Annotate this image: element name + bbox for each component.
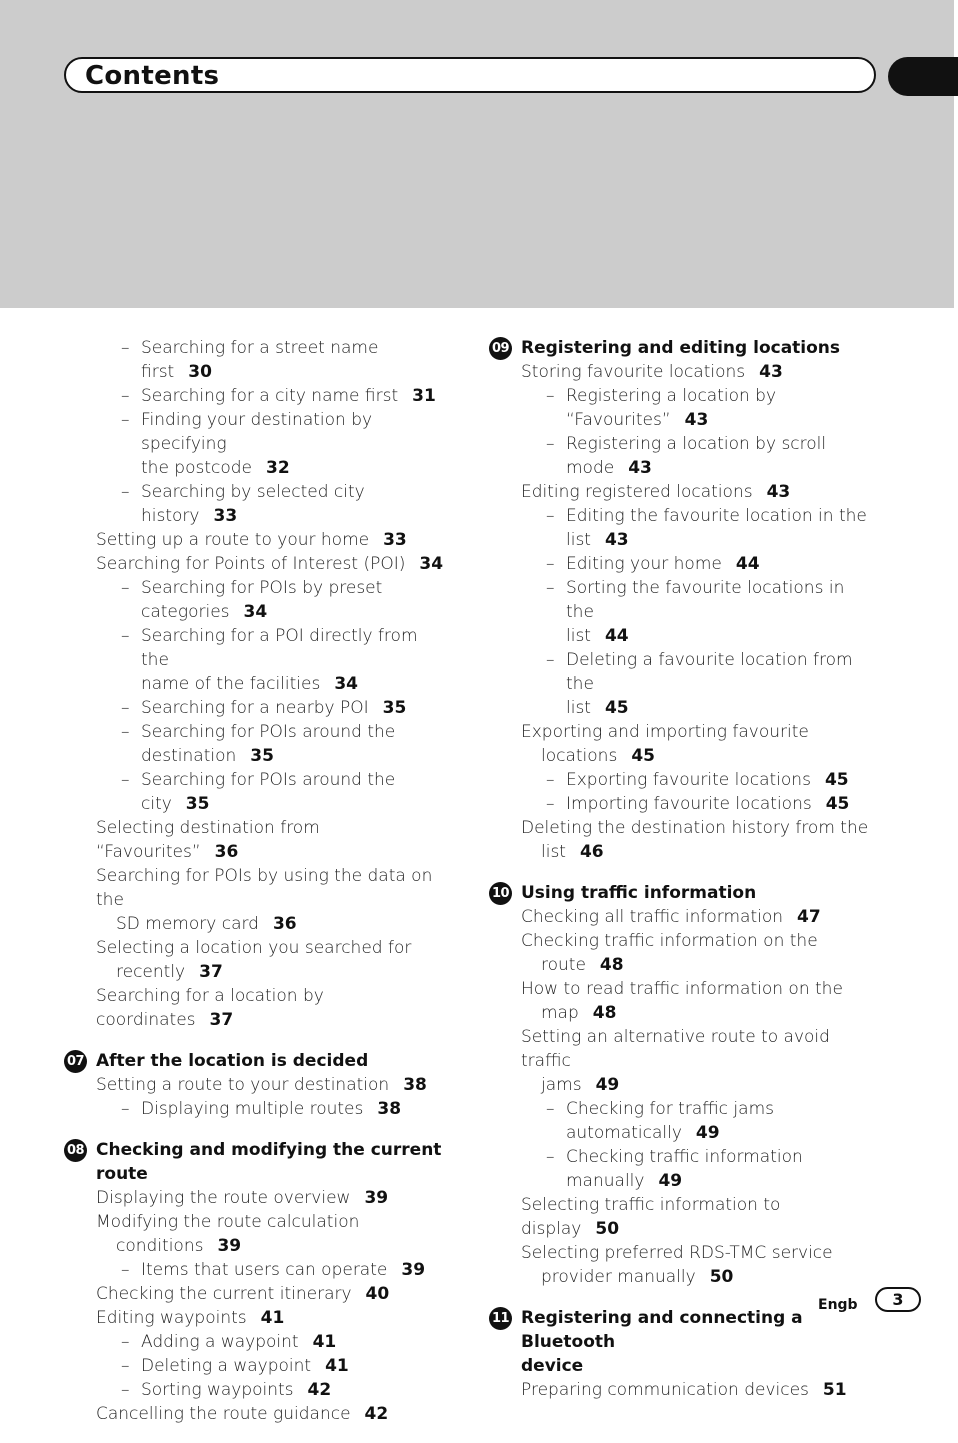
section-title-line: Registering and editing locations <box>521 338 841 358</box>
toc-entry <box>64 1258 444 1282</box>
bullet-dash: – <box>121 578 130 598</box>
entry-continuation-text: conditions <box>116 1236 204 1256</box>
entry-page-number: 34 <box>334 674 359 694</box>
entry-continuation-text: the postcode <box>141 458 253 478</box>
entry-text: Searching for POIs around the <box>141 722 396 742</box>
entry-continuation <box>566 696 869 720</box>
entry-text: Registering a location by <box>566 386 777 406</box>
entry-text: Items that users can operate <box>141 1260 388 1280</box>
section-title-line: device <box>521 1356 584 1376</box>
entry-continuation-text: automatically <box>566 1123 682 1143</box>
toc-entry <box>489 432 869 480</box>
entry-text: Checking the current itinerary <box>96 1284 352 1304</box>
entry-continuation-text: map <box>541 1003 579 1023</box>
toc-entry <box>64 1378 444 1402</box>
entry-continuation <box>96 912 444 936</box>
chapter-badge: 11 <box>489 1307 512 1330</box>
entry-page-number: 50 <box>709 1267 734 1287</box>
toc-left-column <box>64 336 444 1443</box>
entry-continuation <box>566 1169 869 1193</box>
bullet-dash: – <box>121 482 130 502</box>
entry-page-number: 33 <box>383 530 407 550</box>
toc-entry <box>489 720 869 768</box>
entry-continuation-text: list <box>566 530 591 550</box>
toc-entry <box>64 336 444 384</box>
toc-right-column <box>489 336 869 1419</box>
entry-text: Exporting favourite locations <box>566 770 811 790</box>
entry-page-number: 41 <box>325 1356 349 1376</box>
bullet-dash: – <box>121 1260 130 1280</box>
bullet-dash: – <box>546 770 555 790</box>
section-title-line: After the location is decided <box>96 1051 369 1071</box>
entry-continuation-text: categories <box>141 602 230 622</box>
entry-text: Setting a route to your destination <box>96 1075 390 1095</box>
entry-text: Searching for Points of Interest (POI) <box>96 554 406 574</box>
bullet-dash: – <box>121 1332 130 1352</box>
toc-section <box>64 1049 444 1121</box>
section-title-line: Registering and connecting a Bluetooth <box>521 1308 803 1352</box>
entry-continuation-text: name of the facilities <box>141 674 321 694</box>
entry-page-number: 46 <box>579 842 604 862</box>
toc-entry <box>64 1282 444 1306</box>
toc-section <box>489 336 869 864</box>
entry-text: Checking traffic information <box>566 1147 803 1167</box>
entry-page-number: 43 <box>628 458 652 478</box>
toc-entry <box>64 1210 444 1258</box>
chapter-badge: 09 <box>489 337 512 360</box>
entry-page-number: 38 <box>403 1075 427 1095</box>
toc-entry <box>489 1145 869 1193</box>
toc-entry <box>64 1186 444 1210</box>
entry-text: Importing favourite locations <box>566 794 812 814</box>
toc-entry <box>489 929 869 977</box>
entry-page-number: 51 <box>822 1380 847 1400</box>
bullet-dash: – <box>121 410 130 430</box>
toc-entry <box>64 696 444 720</box>
section-tab-marker <box>888 57 958 96</box>
toc-entry <box>64 408 444 480</box>
entry-page-number: 39 <box>401 1260 426 1280</box>
entry-page-number: 35 <box>185 794 210 814</box>
entry-text: Searching by selected city history <box>141 482 365 526</box>
language-code: Engb <box>818 1297 858 1313</box>
entry-text: Setting up a route to your home <box>96 530 370 550</box>
entry-text: Displaying the route overview <box>96 1188 351 1208</box>
toc-entry <box>489 1097 869 1145</box>
entry-text: Selecting traffic information to display <box>521 1195 781 1239</box>
section-title-line: route <box>96 1164 148 1184</box>
entry-text: Deleting the destination history from the <box>521 818 869 838</box>
entry-page-number: 30 <box>188 362 212 382</box>
toc-entry <box>64 816 444 864</box>
entry-page-number: 45 <box>631 746 655 766</box>
entry-text: Selecting destination from “Favourites” <box>96 818 320 862</box>
entry-continuation <box>521 1001 869 1025</box>
title-frame <box>64 57 876 93</box>
entry-continuation <box>96 1234 444 1258</box>
entry-text: Adding a waypoint <box>141 1332 299 1352</box>
page-title: Contents <box>85 61 220 91</box>
entry-page-number: 34 <box>243 602 268 622</box>
entry-continuation <box>141 456 444 480</box>
bullet-dash: – <box>121 338 130 358</box>
toc-entry <box>489 504 869 552</box>
entry-continuation-text: list <box>566 698 591 718</box>
toc-entry <box>489 384 869 432</box>
entry-text: Exporting and importing favourite <box>521 722 809 742</box>
entry-page-number: 44 <box>735 554 760 574</box>
toc-entry <box>64 936 444 984</box>
entry-page-number: 35 <box>382 698 407 718</box>
bullet-dash: – <box>546 794 555 814</box>
toc-entry <box>64 768 444 816</box>
entry-text: Editing registered locations <box>521 482 753 502</box>
bullet-dash: – <box>121 770 130 790</box>
entry-page-number: 48 <box>599 955 624 975</box>
entry-text: Searching for a POI directly from the <box>141 626 418 670</box>
entry-page-number: 43 <box>766 482 791 502</box>
toc-entry <box>64 720 444 768</box>
entry-text: Sorting waypoints <box>141 1380 294 1400</box>
toc-entry <box>489 768 869 792</box>
section-heading <box>489 881 869 905</box>
entry-text: Editing your home <box>566 554 722 574</box>
toc-entry <box>64 1306 444 1330</box>
entry-page-number: 45 <box>825 794 850 814</box>
bullet-dash: – <box>121 1099 130 1119</box>
entry-text: Searching for POIs by preset <box>141 578 383 598</box>
toc-entry <box>489 552 869 576</box>
bullet-dash: – <box>546 434 555 454</box>
toc-entry <box>489 905 869 929</box>
entry-text: Selecting preferred RDS-TMC service <box>521 1243 833 1263</box>
bullet-dash: – <box>121 722 130 742</box>
entry-continuation <box>566 1121 869 1145</box>
entry-page-number: 39 <box>217 1236 242 1256</box>
entry-text: How to read traffic information on the <box>521 979 843 999</box>
entry-text: Modifying the route calculation <box>96 1212 360 1232</box>
entry-text: Searching for POIs around the city <box>141 770 396 814</box>
bullet-dash: – <box>546 1147 555 1167</box>
entry-page-number: 50 <box>595 1219 620 1239</box>
toc-entry <box>64 984 444 1032</box>
toc-entry <box>489 576 869 648</box>
entry-text: Editing the favourite location in the <box>566 506 867 526</box>
entry-page-number: 31 <box>412 386 436 406</box>
entry-page-number: 32 <box>266 458 290 478</box>
entry-text: Selecting a location you searched for <box>96 938 412 958</box>
chapter-badge: 07 <box>64 1050 87 1073</box>
entry-page-number: 38 <box>377 1099 402 1119</box>
toc-entry <box>64 624 444 696</box>
bullet-dash: – <box>546 506 555 526</box>
entry-page-number: 45 <box>604 698 629 718</box>
entry-text: Finding your destination by specifying <box>141 410 373 454</box>
toc-section <box>64 336 444 1032</box>
entry-page-number: 37 <box>199 962 223 982</box>
entry-continuation-text: destination <box>141 746 237 766</box>
entry-page-number: 36 <box>272 914 297 934</box>
toc-entry <box>64 480 444 528</box>
section-heading <box>489 336 869 360</box>
toc-entry <box>489 792 869 816</box>
toc-entry <box>64 576 444 624</box>
entry-continuation <box>141 672 444 696</box>
entry-page-number: 33 <box>213 506 238 526</box>
entry-page-number: 40 <box>365 1284 390 1304</box>
entry-page-number: 39 <box>364 1188 389 1208</box>
toc-entry <box>64 864 444 936</box>
entry-continuation-text: manually <box>566 1171 645 1191</box>
entry-page-number: 45 <box>824 770 849 790</box>
entry-continuation-text: route <box>541 955 586 975</box>
toc-entry <box>64 1073 444 1097</box>
bullet-dash: – <box>546 554 555 574</box>
entry-page-number: 43 <box>604 530 629 550</box>
entry-continuation-text: provider manually <box>541 1267 696 1287</box>
entry-continuation <box>566 528 869 552</box>
entry-text: Displaying multiple routes <box>141 1099 364 1119</box>
entry-continuation <box>521 953 869 977</box>
entry-page-number: 48 <box>592 1003 617 1023</box>
entry-page-number: 43 <box>759 362 783 382</box>
entry-continuation <box>96 960 444 984</box>
toc-entry <box>64 1354 444 1378</box>
entry-text: Checking traffic information on the <box>521 931 818 951</box>
entry-continuation <box>521 840 869 864</box>
entry-text: Searching for a city name first <box>141 386 399 406</box>
section-heading <box>64 1138 444 1186</box>
entry-text: Registering a location by scroll <box>566 434 827 454</box>
entry-continuation <box>521 1073 869 1097</box>
entry-continuation <box>141 600 444 624</box>
section-heading <box>64 1049 444 1073</box>
entry-text: Sorting the favourite locations in the <box>566 578 845 622</box>
toc-section <box>489 881 869 1289</box>
bullet-dash: – <box>121 698 130 718</box>
entry-text: Setting an alternative route to avoid traffic <box>521 1027 830 1071</box>
header-banner <box>0 0 954 308</box>
bullet-dash: – <box>121 626 130 646</box>
entry-page-number: 35 <box>250 746 274 766</box>
entry-continuation-text: list <box>566 626 591 646</box>
section-title-line: Checking and modifying the current <box>96 1140 442 1160</box>
entry-text: Storing favourite locations <box>521 362 746 382</box>
toc-entry <box>489 480 869 504</box>
entry-page-number: 49 <box>658 1171 683 1191</box>
chapter-badge: 10 <box>489 882 512 905</box>
entry-continuation <box>141 744 444 768</box>
toc-entry <box>489 360 869 384</box>
bullet-dash: – <box>546 650 555 670</box>
bullet-dash: – <box>546 578 555 598</box>
page-number: 3 <box>875 1287 921 1312</box>
entry-page-number: 43 <box>684 410 709 430</box>
entry-continuation <box>521 744 869 768</box>
entry-continuation-text: recently <box>116 962 186 982</box>
entry-continuation <box>566 624 869 648</box>
entry-page-number: 41 <box>312 1332 337 1352</box>
entry-page-number: 42 <box>364 1404 389 1424</box>
entry-continuation-text: SD memory card <box>116 914 259 934</box>
entry-text: Searching for a location by coordinates <box>96 986 324 1030</box>
entry-page-number: 49 <box>695 1123 720 1143</box>
toc-entry <box>489 1193 869 1241</box>
entry-text: Editing waypoints <box>96 1308 247 1328</box>
toc-entry <box>64 1097 444 1121</box>
toc-entry <box>489 816 869 864</box>
toc-entry <box>489 1241 869 1289</box>
entry-continuation-text: jams <box>541 1075 582 1095</box>
entry-text: Deleting a waypoint <box>141 1356 312 1376</box>
entry-text: Deleting a favourite location from the <box>566 650 853 694</box>
entry-continuation <box>521 1265 869 1289</box>
entry-page-number: 41 <box>260 1308 285 1328</box>
entry-text: Preparing communication devices <box>521 1380 809 1400</box>
entry-continuation <box>566 456 869 480</box>
toc-entry <box>64 384 444 408</box>
entry-text: Searching for a nearby POI <box>141 698 369 718</box>
bullet-dash: – <box>546 386 555 406</box>
entry-page-number: 34 <box>419 554 444 574</box>
entry-continuation <box>566 408 869 432</box>
entry-continuation-text: locations <box>541 746 618 766</box>
toc-section <box>489 1306 869 1402</box>
entry-text: Checking for traffic jams <box>566 1099 774 1119</box>
toc-entry <box>64 552 444 576</box>
entry-page-number: 36 <box>214 842 239 862</box>
toc-entry <box>489 1025 869 1097</box>
bullet-dash: – <box>546 1099 555 1119</box>
entry-page-number: 49 <box>595 1075 620 1095</box>
entry-page-number: 37 <box>209 1010 234 1030</box>
bullet-dash: – <box>121 1380 130 1400</box>
entry-continuation-text: list <box>541 842 566 862</box>
section-title-line: Using traffic information <box>521 883 757 903</box>
toc-section <box>64 1138 444 1426</box>
entry-text: Searching for POIs by using the data on the <box>96 866 433 910</box>
entry-page-number: 42 <box>307 1380 332 1400</box>
entry-page-number: 47 <box>797 907 821 927</box>
entry-text: Cancelling the route guidance <box>96 1404 351 1424</box>
toc-entry <box>64 1402 444 1426</box>
entry-text: Checking all traffic information <box>521 907 784 927</box>
entry-text: Searching for a street name first <box>141 338 379 382</box>
toc-entry <box>64 1330 444 1354</box>
entry-continuation-text: mode <box>566 458 615 478</box>
toc-entry <box>64 528 444 552</box>
entry-continuation-text: “Favourites” <box>566 410 671 430</box>
bullet-dash: – <box>121 1356 130 1376</box>
toc-entry <box>489 648 869 720</box>
entry-page-number: 44 <box>604 626 629 646</box>
chapter-badge: 08 <box>64 1139 87 1162</box>
section-heading <box>489 1306 869 1378</box>
toc-entry <box>489 1378 869 1402</box>
toc-entry <box>489 977 869 1025</box>
bullet-dash: – <box>121 386 130 406</box>
